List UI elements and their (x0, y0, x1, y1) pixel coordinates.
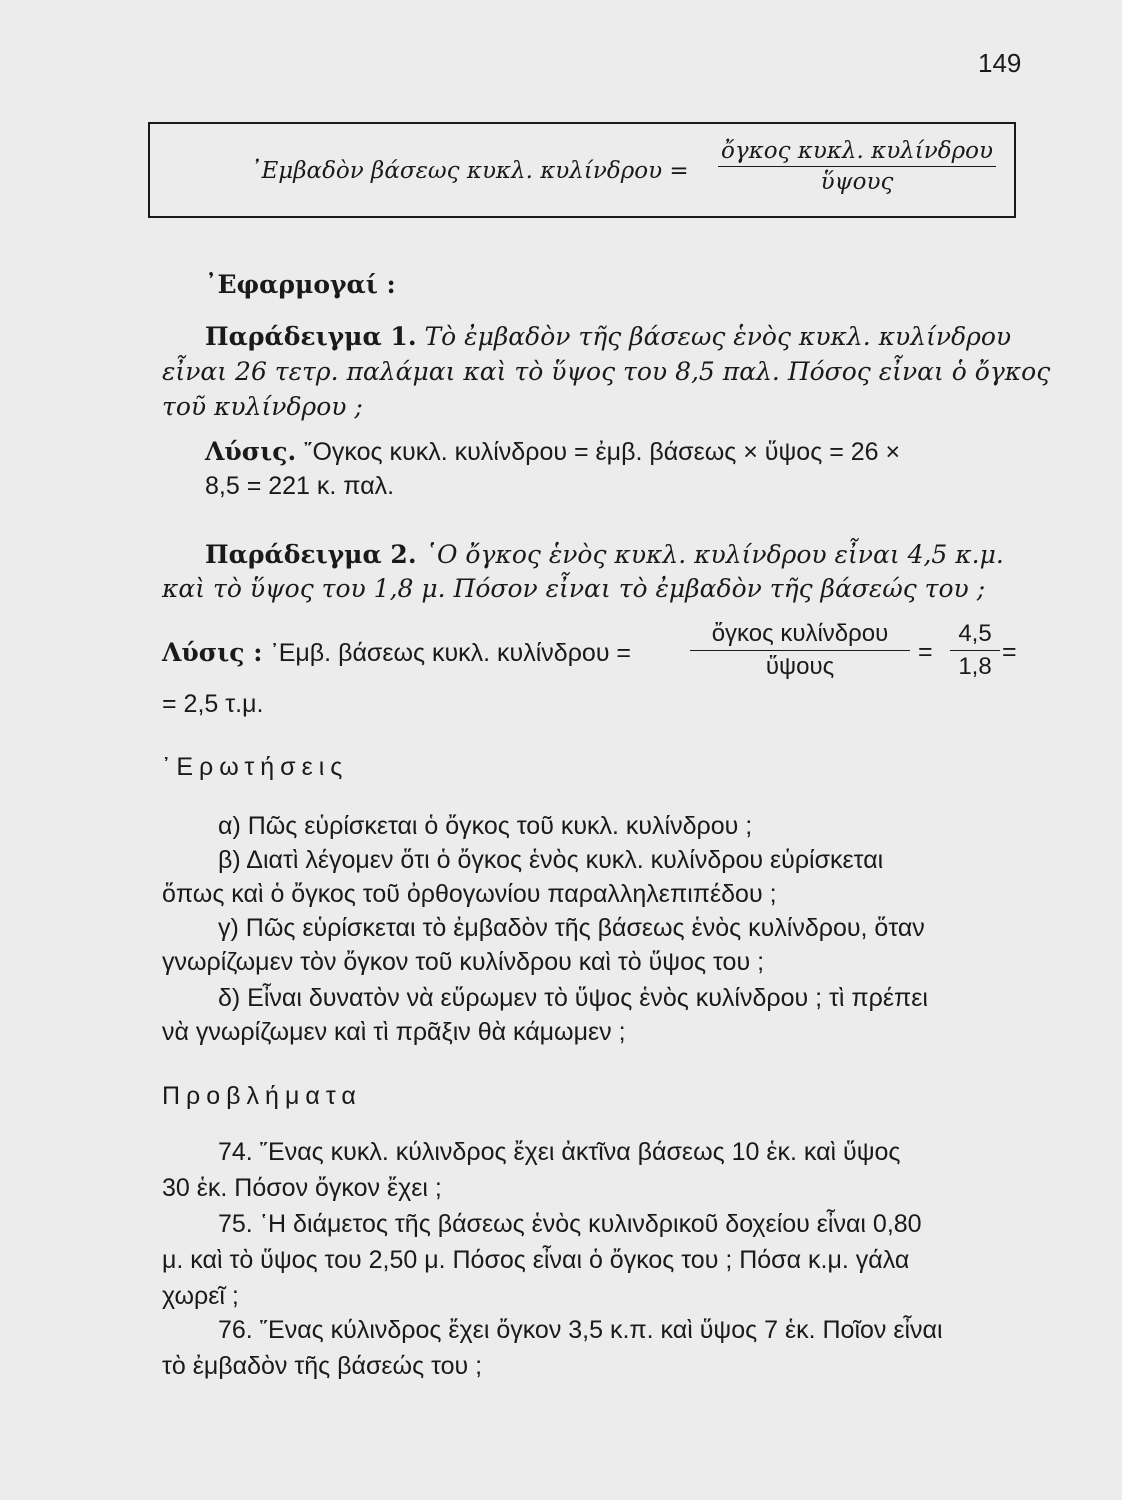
formula-lhs: ᾿Εμβαδὸν βάσεως κυκλ. κυλίνδρου = (250, 158, 689, 184)
solution2-line (162, 638, 631, 668)
formula-box (148, 122, 1016, 218)
solution2-frac1-num: ὄγκος κυλίνδρου (690, 620, 910, 651)
problem-line: χωρεῖ ; (162, 1282, 239, 1310)
question-line: β) Διατὶ λέγομεν ὅτι ὁ ὄγκος ἑνὸς κυκλ. κυλίνδρου εὑρίσκεται (218, 846, 884, 874)
example1-line1 (205, 322, 1011, 351)
problem-line: μ. καὶ τὸ ὕψος του 2,50 μ. Πόσος εἶναι ὁ ὄγκος του ; Πόσα κ.μ. γάλα (162, 1246, 910, 1274)
question-line: α) Πῶς εὑρίσκεται ὁ ὄγκος τοῦ κυκλ. κυλίνδρου ; (218, 812, 753, 840)
page-number: 149 (978, 48, 1022, 78)
solution2-result: = 2,5 τ.μ. (162, 690, 264, 718)
question-line: ὅπως καὶ ὁ ὄγκος τοῦ ὀρθογωνίου παραλληλεπιπέδου ; (162, 880, 777, 908)
solution2-equals: = (918, 638, 933, 666)
question-line: δ) Εἶναι δυνατὸν νὰ εὕρωμεν τὸ ὕψος ἑνὸς κυλίνδρου ; τὶ πρέπει (218, 984, 928, 1012)
problem-line: 76. ῞Ενας κύλινδρος ἔχει ὄγκον 3,5 κ.π. καὶ ὕψος 7 ἑκ. Ποῖον εἶναι (218, 1316, 943, 1344)
questions-heading: ᾿Ερωτήσεις (162, 753, 349, 781)
example1-line2: εἶναι 26 τετρ. παλάμαι καὶ τὸ ὕψος του 8,5 παλ. Πόσος εἶναι ὁ ὄγκος (162, 357, 1051, 386)
solution2-lhs: ᾿Εμβ. βάσεως κυκλ. κυλίνδρου = (270, 639, 632, 667)
question-line: γνωρίζωμεν τὸν ὄγκον τοῦ κυλίνδρου καὶ τὸ ὕψος του ; (162, 948, 765, 976)
problem-line: τὸ ἐμβαδὸν τῆς βάσεώς του ; (162, 1352, 483, 1380)
solution2-frac2-num: 4,5 (950, 620, 1000, 651)
formula-denominator: ὕψους (820, 169, 894, 195)
solution2-fraction2 (950, 620, 1000, 681)
example1-line3: τοῦ κυλίνδρου ; (162, 392, 363, 421)
solution1-text1: ῎Ογκος κυκλ. κυλίνδρου = ἐμβ. βάσεως × ὕψος = 26 × (304, 438, 901, 466)
problems-heading: Προβλήματα (162, 1082, 362, 1110)
solution2-fraction1 (690, 620, 910, 681)
example2-line1 (205, 540, 1004, 569)
solution2-trailing-equals: = (1002, 638, 1017, 666)
problem-line: 75. ῾Η διάμετος τῆς βάσεως ἑνὸς κυλινδρικοῦ δοχείου εἶναι 0,80 (218, 1210, 922, 1238)
solution2-frac1-den: ὕψους (765, 653, 835, 680)
problem-line: 30 ἑκ. Πόσον ὄγκον ἔχει ; (162, 1174, 442, 1202)
solution2-label: Λύσις : (162, 638, 263, 667)
example1-text1: Τὸ ἐμβαδὸν τῆς βάσεως ἑνὸς κυκλ. κυλίνδρου (424, 322, 1012, 351)
applications-heading: ᾿Εφαρμογαί : (205, 270, 396, 299)
problem-line: 74. ῞Ενας κυκλ. κύλινδρος ἔχει ἀκτῖνα βάσεως 10 ἑκ. καὶ ὕψος (218, 1138, 901, 1166)
example2-text1: ῾Ο ὄγκος ἑνὸς κυκλ. κυλίνδρου εἶναι 4,5 κ.μ. (424, 540, 1004, 569)
example2-line2: καὶ τὸ ὕψος του 1,8 μ. Πόσον εἶναι τὸ ἐμβαδὸν τῆς βάσεώς του ; (162, 574, 986, 603)
example2-label: Παράδειγμα 2. (205, 540, 417, 569)
formula-numerator: ὄγκος κυκλ. κυλίνδρου (718, 138, 996, 167)
solution1-label: Λύσις. (205, 437, 297, 466)
example1-label: Παράδειγμα 1. (205, 322, 417, 351)
solution2-frac2-den: 1,8 (958, 653, 992, 680)
solution1-line1 (205, 437, 900, 467)
question-line: γ) Πῶς εὑρίσκεται τὸ ἐμβαδὸν τῆς βάσεως ἑνὸς κυλίνδρου, ὅταν (218, 914, 925, 942)
formula-fraction (718, 138, 996, 195)
solution1-line2: 8,5 = 221 κ. παλ. (205, 472, 395, 500)
question-line: νὰ γνωρίζωμεν καὶ τὶ πρᾶξιν θὰ κάμωμεν ; (162, 1018, 626, 1046)
